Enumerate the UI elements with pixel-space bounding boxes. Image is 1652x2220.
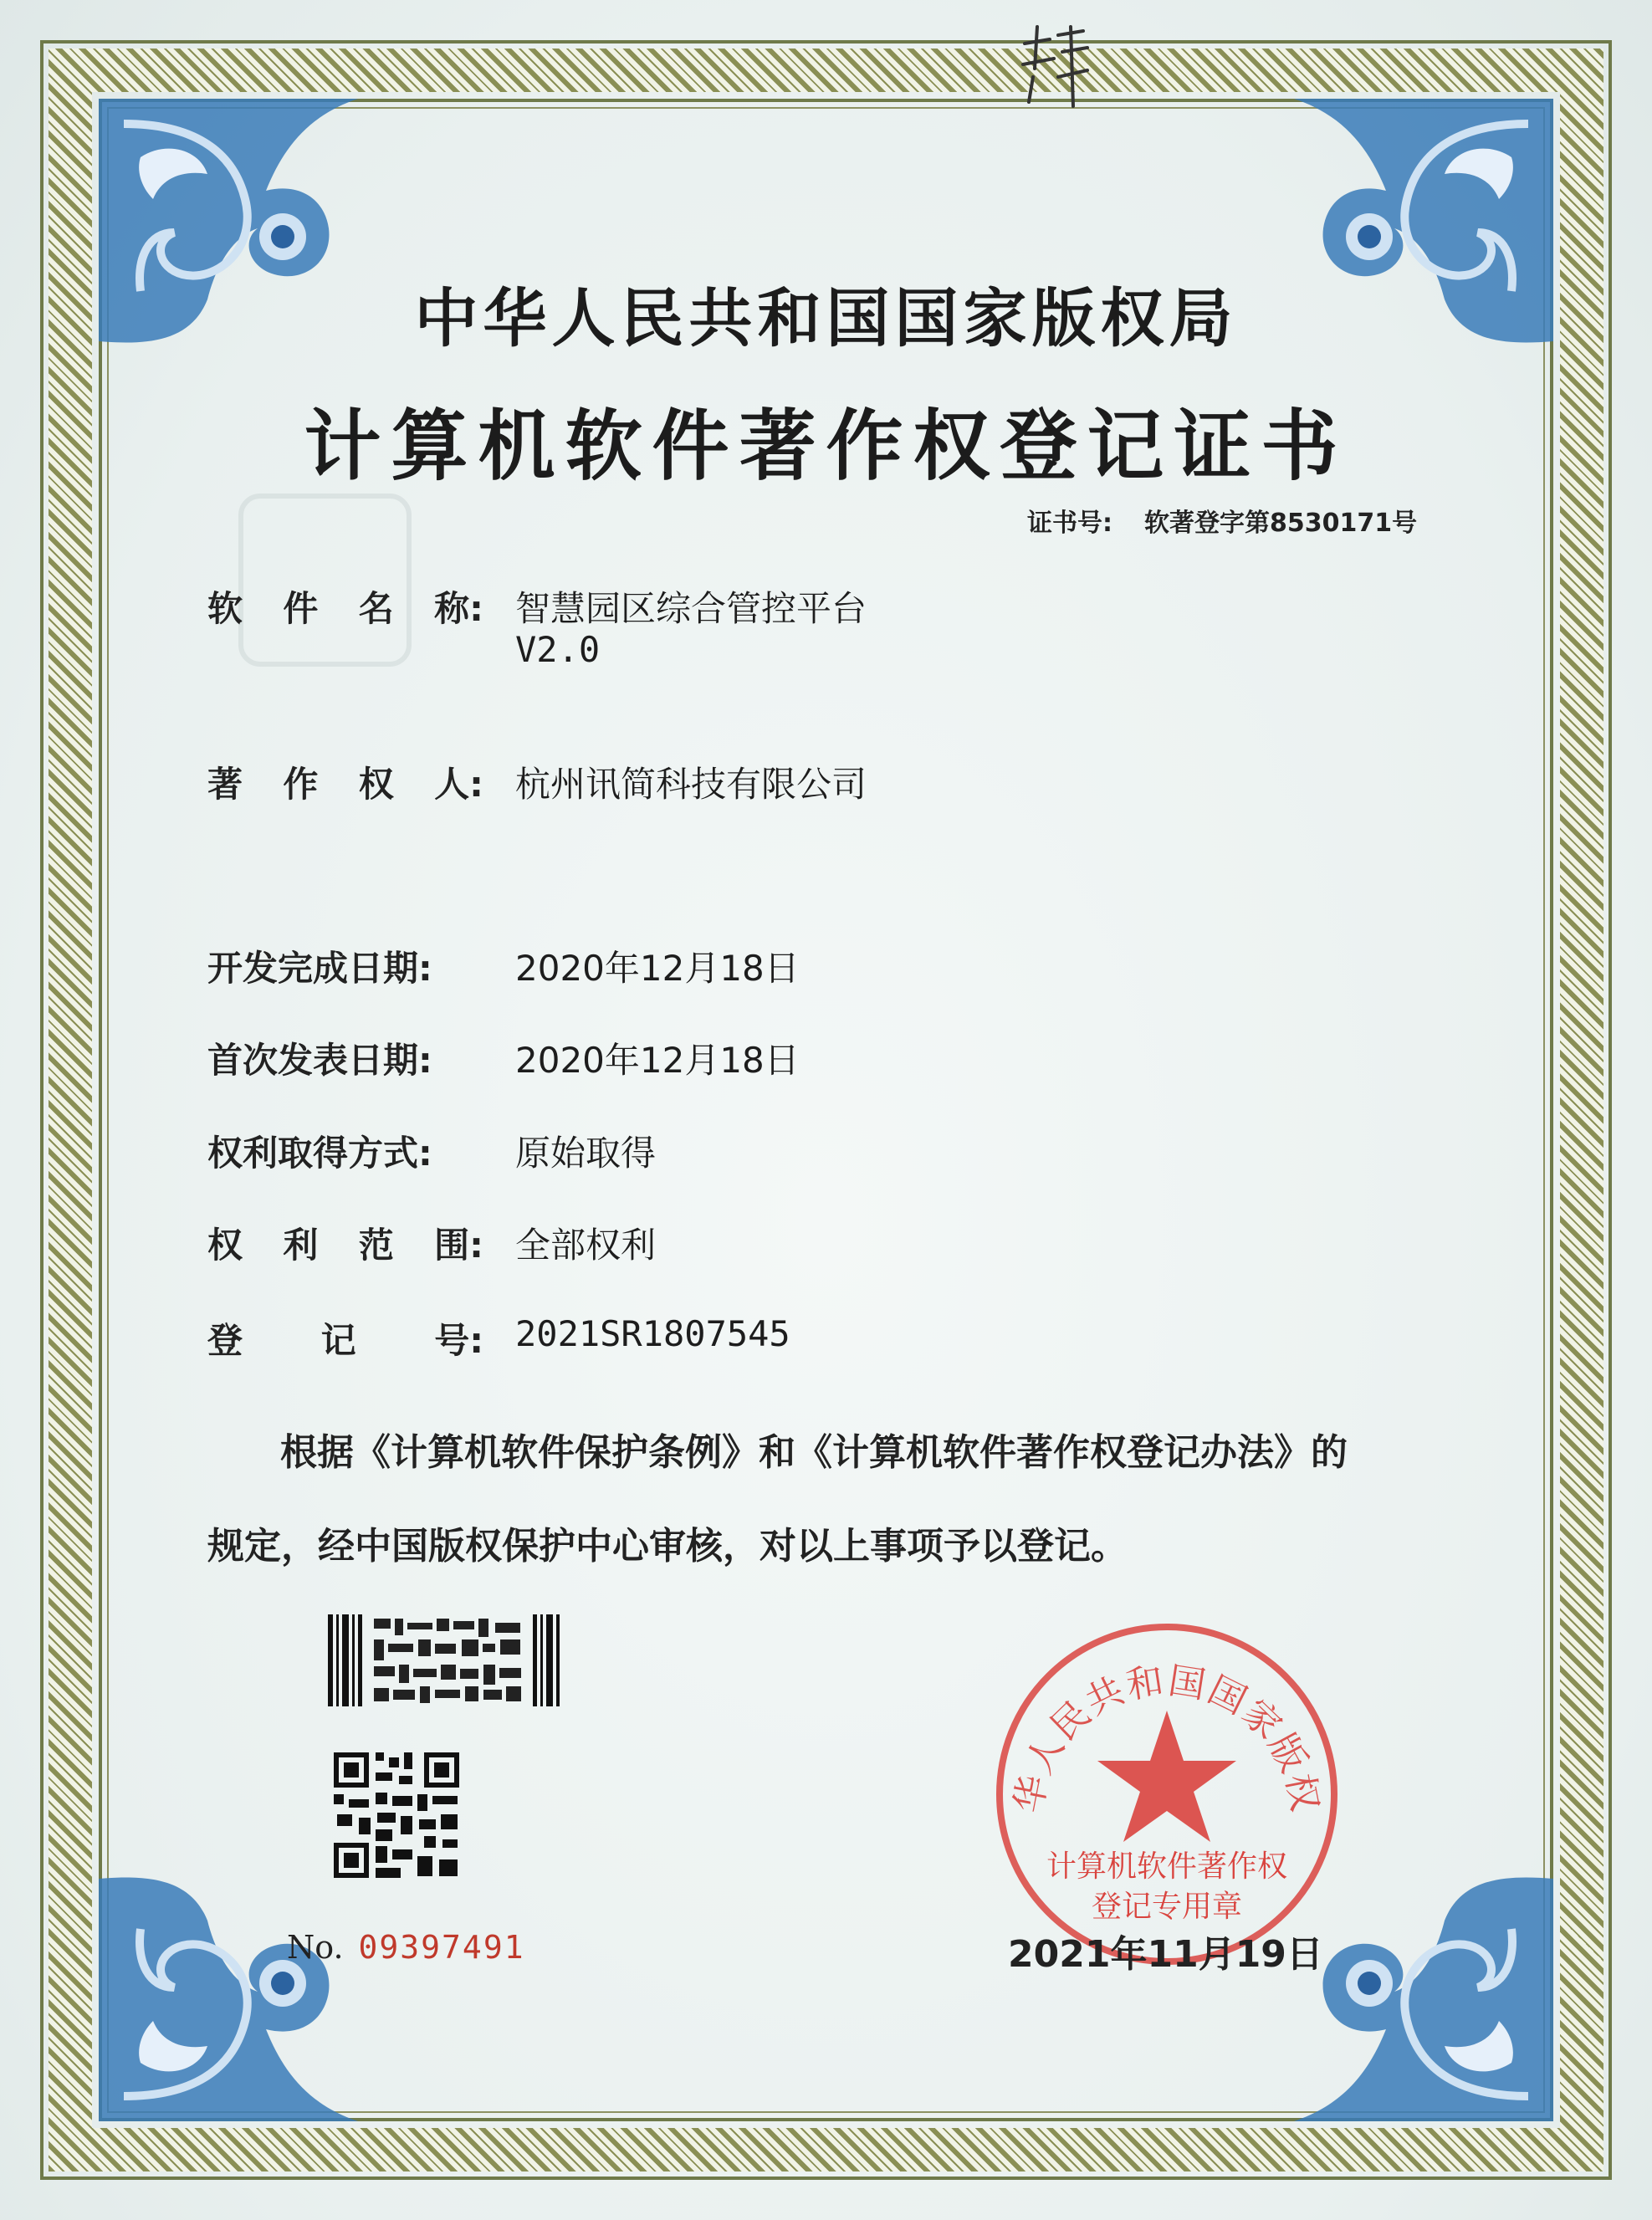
certificate-number <box>1027 502 1417 539</box>
software-name-label: 软 件 名 称: <box>207 588 483 629</box>
software-name-value: 智慧园区综合管控平台 <box>515 588 867 629</box>
development-date-value: 2020年12月18日 <box>515 948 800 989</box>
copyright-owner-value: 杭州讯简科技有限公司 <box>515 764 867 805</box>
first-publication-date-value: 2020年12月18日 <box>515 1040 800 1081</box>
official-seal <box>983 1610 1351 1978</box>
barcode <box>328 1614 562 1706</box>
corner-ornament-bottom-left <box>90 1870 366 2130</box>
registration-number-value: 2021SR1807545 <box>515 1313 790 1354</box>
watermark-logo <box>238 494 412 667</box>
copyright-owner-label: 著 作 权 人: <box>207 764 483 805</box>
issuer-title: 中华人民共和国国家版权局 <box>414 281 1238 356</box>
acquisition-method-value: 原始取得 <box>515 1133 657 1174</box>
statement-line-1: 根据《计算机软件保护条例》和《计算机软件著作权登记办法》的 <box>280 1431 1348 1474</box>
serial-prefix: No. <box>287 1929 344 1966</box>
registration-number-label: 登 记 号: <box>207 1320 483 1361</box>
certificate-number-value: 软著登字第8530171号 <box>1144 509 1418 538</box>
rights-scope-value: 全部权利 <box>515 1225 657 1266</box>
acquisition-method-label: 权利取得方式: <box>207 1133 432 1174</box>
software-version-value: V2.0 <box>515 629 601 670</box>
certificate-title: 计算机软件著作权登记证书 <box>304 402 1348 491</box>
rights-scope-label: 权 利 范 围: <box>207 1225 483 1266</box>
qr-code <box>333 1752 460 1878</box>
statement-line-2: 规定，经中国版权保护中心审核，对以上事项予以登记。 <box>207 1525 1128 1568</box>
development-date-label: 开发完成日期: <box>207 948 432 989</box>
first-publication-date-label: 首次发表日期: <box>207 1040 432 1081</box>
serial-number <box>287 1929 525 1966</box>
handwritten-mark <box>1016 18 1092 110</box>
certificate-number-label: 证书号: <box>1027 509 1112 538</box>
serial-number-value: 09397491 <box>358 1929 525 1966</box>
seal-line-1: 计算机软件著作权 <box>1046 1849 1287 1884</box>
seal-arc-text: 华人民共和国国家版权 <box>1007 1659 1327 1817</box>
issue-date: 2021年11月19日 <box>1008 1933 1323 1976</box>
seal-line-2: 登记专用章 <box>1091 1890 1242 1924</box>
